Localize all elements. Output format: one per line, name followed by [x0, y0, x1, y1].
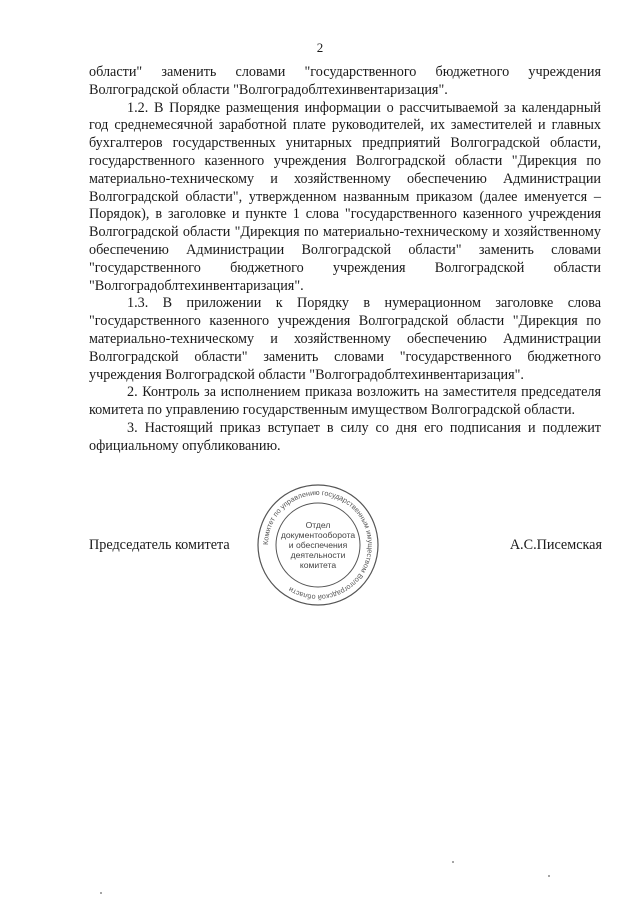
signature-title: Председатель комитета	[89, 537, 230, 553]
scan-artifact	[100, 892, 102, 894]
stamp-inner-line: деятельности	[290, 550, 346, 560]
scan-artifact	[452, 861, 454, 863]
paragraph-3: 3. Настоящий приказ вступает в силу со дня его подписания и подлежит официальному опубликованию.	[89, 419, 601, 454]
paragraph-1-3: 1.3. В приложении к Порядку в нумерационном заголовке слова "государственного казенного учреждения Волгоградской области "Дирекция по материально-техническому и хозяйственному обеспечению Администрации Волгоградской области" заменить словами "государственного бюджетного учреждения Волгоградской области "Волгоградоблтехинвентаризация".	[89, 295, 601, 383]
paragraph-2: 2. Контроль за исполнением приказа возложить на заместителя председателя комитета по управлению государственным имуществом Волгоградской области.	[89, 384, 601, 419]
stamp-inner-line: и обеспечения	[288, 540, 348, 550]
stamp-inner-line: документооборота	[280, 530, 356, 540]
page-number: 2	[316, 40, 324, 55]
stamp-inner-line: Отдел	[305, 520, 331, 530]
stamp-inner-line: комитета	[299, 560, 337, 570]
paragraph-1-2: 1.2. В Порядке размещения информации о рассчитываемой за календарный год среднемесячной заработной плате руководителей, их заместителей и главных бухгалтеров государственных унитарных предприятий Волгоградской области, государственного казенного учреждения Волгоградской области "Дирекция по материально-техническому и хозяйственному обеспечению Администрации Волгоградской области", утвержденном названным приказом (далее именуется – Порядок), в заголовке и пункте 1 слова "государственного казенного учреждения Волгоградской области "Дирекция по материально-техническому и хозяйственному обеспечению Администрации Волгоградской области" заменить словами "государственного бюджетного учреждения Волгоградской области "Волгоградоблтехинвентаризация".	[89, 99, 601, 294]
document-body	[89, 64, 601, 456]
official-stamp	[255, 482, 381, 608]
signature-name: А.С.Писемская	[509, 537, 602, 553]
stamp-ring-text: Комитет по управлению государственным имуществом Волгоградской области	[260, 487, 376, 603]
paragraph-continuation: области" заменить словами "государственного бюджетного учреждения Волгоградской области "Волгоградоблтехинвентаризация".	[89, 64, 601, 98]
scan-artifact	[548, 875, 550, 877]
